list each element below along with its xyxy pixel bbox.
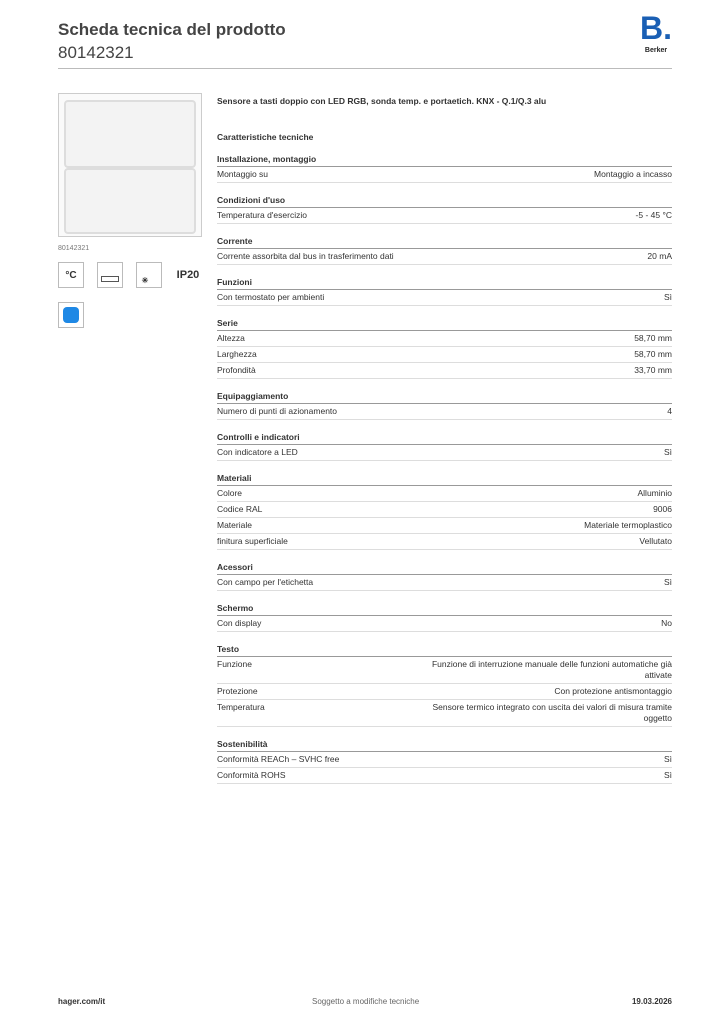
flush-mount-icon	[97, 262, 123, 288]
spec-label: Colore	[217, 488, 243, 498]
spec-label: Protezione	[217, 686, 258, 696]
spec-section	[217, 236, 672, 265]
spec-row	[217, 363, 672, 379]
spec-value: Materiale termoplastico	[584, 520, 672, 530]
etim-app-icon	[58, 302, 84, 328]
spec-section	[217, 195, 672, 224]
spec-row	[217, 518, 672, 534]
spec-row	[217, 752, 672, 768]
spec-section	[217, 318, 672, 379]
spec-label: Montaggio su	[217, 169, 269, 179]
spec-label: Materiale	[217, 520, 252, 530]
spec-label: Funzione	[217, 659, 252, 669]
spec-section	[217, 739, 672, 784]
spec-row	[217, 616, 672, 632]
spec-value: 4	[667, 406, 672, 416]
spec-row	[217, 167, 672, 183]
spec-row	[217, 331, 672, 347]
spec-sections	[217, 154, 672, 784]
spec-value: 9006	[653, 504, 672, 514]
spec-row	[217, 445, 672, 461]
icon-label: IP20	[176, 269, 200, 281]
spec-label: finitura superficiale	[217, 536, 288, 546]
spec-value: 58,70 mm	[634, 349, 672, 359]
spec-value: 20 mA	[647, 251, 672, 261]
section-title: Funzioni	[217, 277, 672, 290]
specs-title: Caratteristiche tecniche	[217, 132, 314, 142]
spec-row	[217, 768, 672, 784]
spec-value: Sì	[663, 447, 672, 457]
spec-row	[217, 290, 672, 306]
spec-row	[217, 657, 672, 684]
footer-website[interactable]: hager.com/it	[58, 997, 106, 1006]
spec-value: Sì	[663, 577, 672, 587]
section-title: Schermo	[217, 603, 672, 616]
footer-note: Soggetto a modifiche tecniche	[312, 997, 420, 1006]
header-divider	[58, 68, 672, 69]
spec-section	[217, 603, 672, 632]
spec-row	[217, 249, 672, 265]
spec-row	[217, 404, 672, 420]
thermometer-celsius-icon	[58, 262, 84, 288]
rocker-bottom	[64, 168, 196, 234]
section-title: Installazione, montaggio	[217, 154, 672, 167]
spec-label: Larghezza	[217, 349, 257, 359]
product-code: 80142321	[58, 43, 134, 62]
rocker-top	[64, 100, 196, 168]
spec-row	[217, 347, 672, 363]
section-title: Testo	[217, 644, 672, 657]
spec-value: Sì	[663, 754, 672, 764]
spec-label: Con termostato per ambienti	[217, 292, 325, 302]
spec-content	[217, 96, 672, 784]
spec-label: Conformità ROHS	[217, 770, 286, 780]
spec-label: Conformità REACh – SVHC free	[217, 754, 340, 764]
spec-row	[217, 575, 672, 591]
spec-label: Altezza	[217, 333, 245, 343]
section-title: Materiali	[217, 473, 672, 486]
section-title: Serie	[217, 318, 672, 331]
spec-value: Alluminio	[637, 488, 672, 498]
section-title: Acessori	[217, 562, 672, 575]
ip20-icon	[175, 262, 201, 288]
footer-date: 19.03.2026	[631, 997, 672, 1006]
spec-section	[217, 562, 672, 591]
spec-section	[217, 432, 672, 461]
spec-value: No	[661, 618, 672, 628]
spec-label: Con indicatore a LED	[217, 447, 298, 457]
section-title: Corrente	[217, 236, 672, 249]
product-image	[58, 93, 202, 237]
spec-value: -5 - 45 °C	[635, 210, 672, 220]
spec-label: Numero di punti di azionamento	[217, 406, 338, 416]
spec-label: Con display	[217, 618, 262, 628]
spec-value: Con protezione antismontaggio	[554, 686, 672, 696]
spec-value: 58,70 mm	[634, 333, 672, 343]
spec-row	[217, 534, 672, 550]
spec-section	[217, 391, 672, 420]
spec-value: Sì	[663, 292, 672, 302]
spec-label: Temperatura d'esercizio	[217, 210, 307, 220]
spec-value: Sì	[663, 770, 672, 780]
spec-value: Vellutato	[639, 536, 672, 546]
spec-row	[217, 684, 672, 700]
section-title: Condizioni d'uso	[217, 195, 672, 208]
spec-label: Corrente assorbita dal bus in trasferimento dati	[217, 251, 394, 261]
spec-row	[217, 502, 672, 518]
berker-logo	[636, 12, 676, 55]
section-title: Sostenibilità	[217, 739, 672, 752]
icon-label: °C	[65, 269, 77, 281]
spec-section	[217, 154, 672, 183]
spec-label: Profondità	[217, 365, 256, 375]
spec-section	[217, 277, 672, 306]
spec-label: Codice RAL	[217, 504, 263, 514]
spec-value: Montaggio a incasso	[594, 169, 672, 179]
spec-row	[217, 208, 672, 224]
page-title: Scheda tecnica del prodotto	[58, 20, 286, 39]
spec-value: Sensore termico integrato con uscita dei valori di misura tramite oggetto	[432, 702, 672, 723]
logo-letter: B.	[640, 10, 672, 46]
spec-section	[217, 473, 672, 550]
image-caption: 80142321	[58, 245, 90, 252]
spec-value: 33,70 mm	[634, 365, 672, 375]
section-title: Equipaggiamento	[217, 391, 672, 404]
section-title: Controlli e indicatori	[217, 432, 672, 445]
spec-section	[217, 644, 672, 727]
product-description: Sensore a tasti doppio con LED RGB, sonda temp. e portaetich. KNX - Q.1/Q.3 alu	[217, 96, 547, 106]
spec-value: Funzione di interruzione manuale delle funzioni automatiche già attivate	[431, 659, 672, 680]
spec-row	[217, 700, 672, 727]
spec-row	[217, 486, 672, 502]
spec-label: Temperatura	[217, 702, 265, 712]
led-icon: ✳	[136, 262, 162, 288]
spec-label: Con campo per l'etichetta	[217, 577, 314, 587]
logo-brand: Berker	[644, 47, 668, 54]
